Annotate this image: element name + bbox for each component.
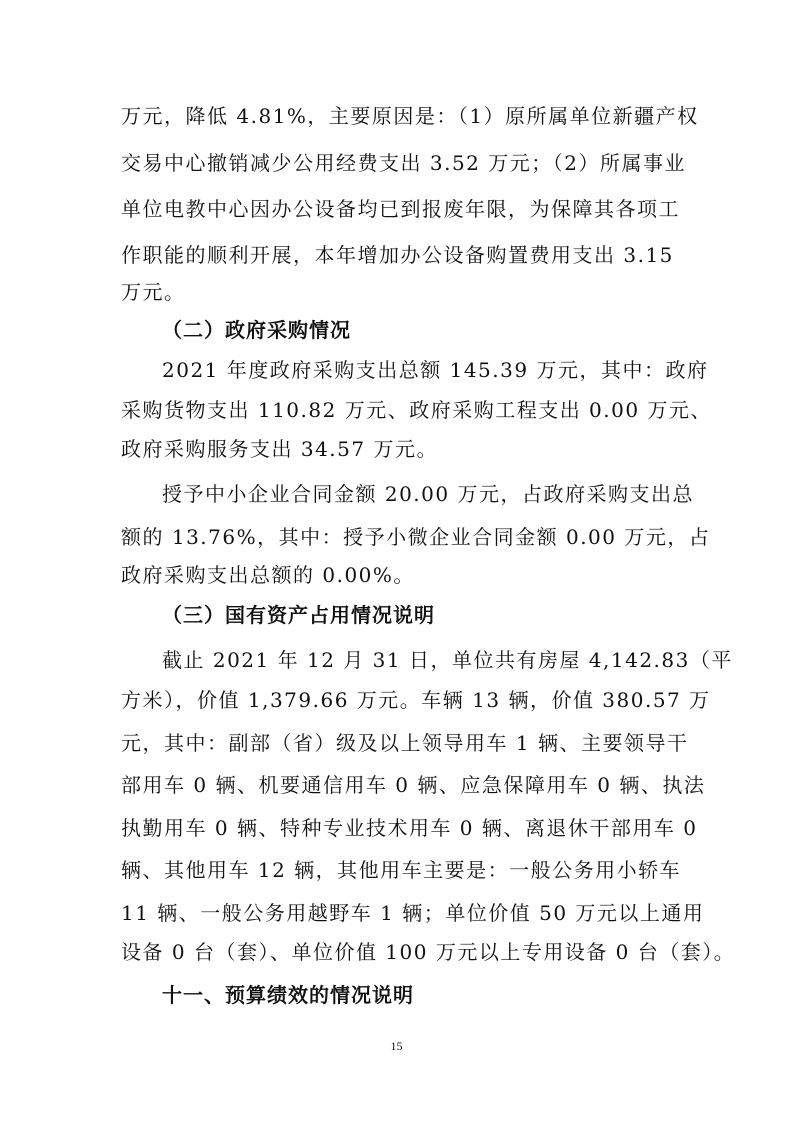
text-line: 万元。: [121, 280, 186, 304]
text-line: 方米），价值 1,379.66 万元。车辆 13 辆，价值 380.57 万: [121, 688, 711, 712]
text-line: 元，其中：副部（省）级及以上领导用车 1 辆、主要领导干: [121, 731, 689, 755]
text-line: 执勤用车 0 辆、特种专业技术用车 0 辆、离退休干部用车 0: [121, 816, 698, 840]
section-heading-procurement: （二）政府采购情况: [162, 318, 351, 342]
section-heading-performance: 十一、预算绩效的情况说明: [162, 983, 414, 1007]
section-heading-assets: （三）国有资产占用情况说明: [162, 603, 435, 627]
text-line: 辆、其他用车 12 辆，其他用车主要是：一般公务用小轿车: [121, 858, 682, 882]
page-number: 15: [390, 1039, 403, 1053]
text-line: 万元，降低 4.81%，主要原因是：（1）原所属单位新疆产权: [121, 104, 699, 128]
text-line: 交易中心撤销减少公用经费支出 3.52 万元；（2）所属事业: [121, 151, 686, 175]
text-line: 作职能的顺利开展，本年增加办公设备购置费用支出 3.15: [121, 243, 674, 267]
text-line: 授予中小企业合同金额 20.00 万元，占政府采购支出总: [162, 482, 694, 506]
text-line: 11 辆、一般公务用越野车 1 辆；单位价值 50 万元以上通用: [121, 901, 705, 925]
text-line: 截止 2021 年 12 月 31 日，单位共有房屋 4,142.83（平: [162, 648, 733, 672]
text-line: 额的 13.76%，其中：授予小微企业合同金额 0.00 万元，占: [121, 525, 711, 549]
text-line: 政府采购支出总额的 0.00%。: [121, 563, 415, 587]
text-line: 单位电教中心因办公设备均已到报废年限，为保障其各项工: [121, 197, 680, 221]
text-line: 2021 年度政府采购支出总额 145.39 万元，其中：政府: [162, 358, 709, 382]
text-line: 设备 0 台（套）、单位价值 100 万元以上专用设备 0 台（套）。: [121, 940, 736, 964]
text-line: 采购货物支出 110.82 万元、政府采购工程支出 0.00 万元、: [121, 398, 712, 422]
text-line: 政府采购服务支出 34.57 万元。: [121, 437, 438, 461]
text-line: 部用车 0 辆、机要通信用车 0 辆、应急保障用车 0 辆、执法: [121, 773, 706, 797]
